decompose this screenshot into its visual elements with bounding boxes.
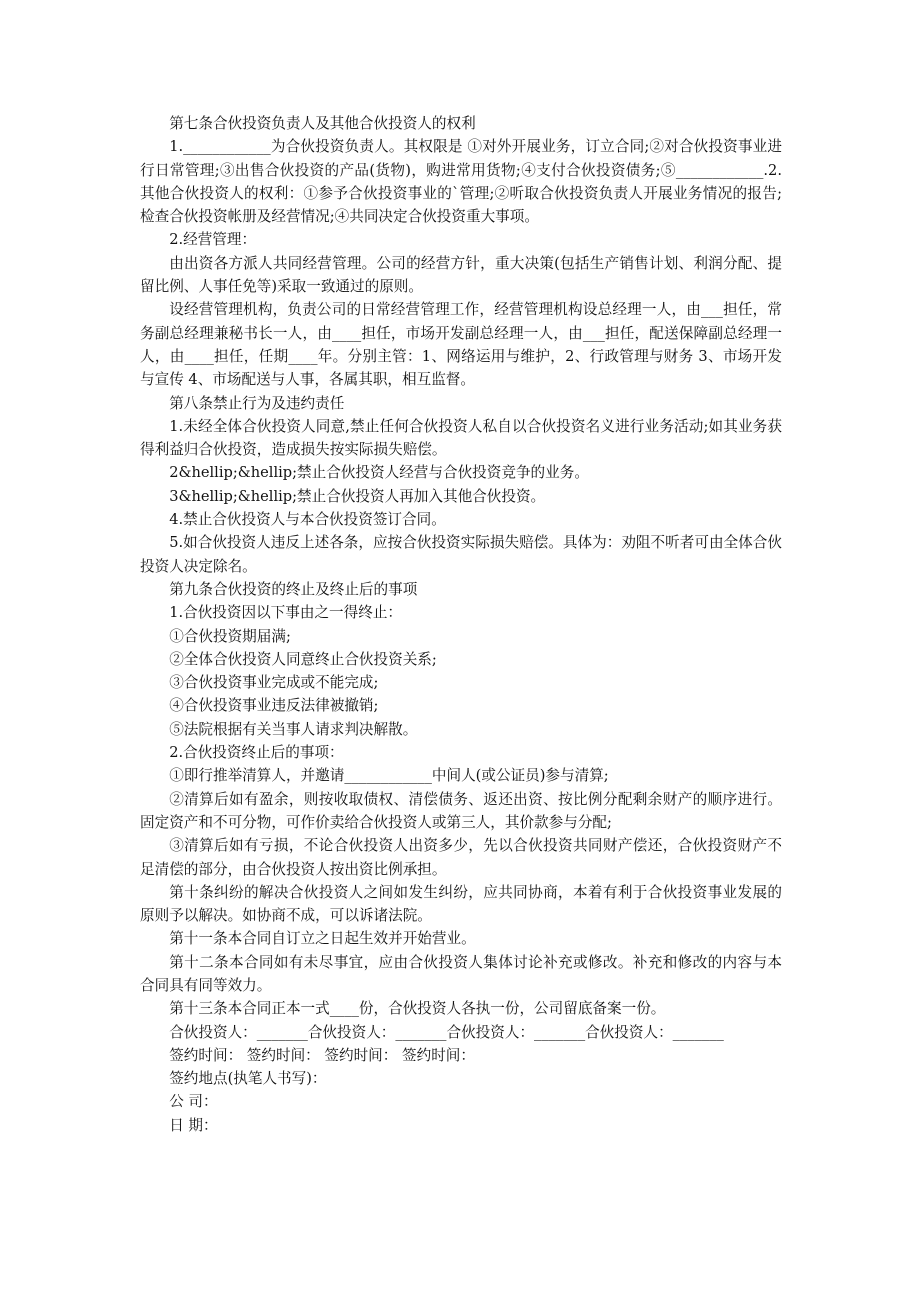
termination-item-1: ①合伙投资期届满; — [169, 627, 291, 645]
management-heading: 2.经营管理： — [169, 231, 257, 249]
termination-item-2: ②全体合伙投资人同意终止合伙投资关系; — [169, 650, 437, 668]
post-termination-item-1: ①即行推举清算人，并邀请____________中间人(或公证员)参与清算; — [169, 767, 609, 785]
management-paragraph-1: 由出资各方派人共同经营管理。公司的经营方针，重大决策(包括生产销售计划、利润分配、提留比例、人事任免等)采取一致通过的原则。 — [140, 254, 782, 296]
signing-dates-line: 签约时间： 签约时间： 签约时间： 签约时间： — [169, 1046, 475, 1064]
article-8-clause-3: 3&hellip;&hellip;禁止合伙投资人再加入其他合伙投资。 — [169, 487, 546, 505]
termination-item-5: ⑤法院根据有关当事人请求判决解散。 — [169, 720, 418, 738]
article-12: 第十二条本合同如有未尽事宜，应由合伙投资人集体讨论补充或修改。补充和修改的内容与本合同具有同等效力。 — [140, 953, 782, 994]
article-13: 第十三条本合同正本一式____份，合伙投资人各执一份，公司留底备案一份。 — [169, 1000, 666, 1018]
article-10: 第十条纠纷的解决合伙投资人之间如发生纠纷，应共同协商，本着有利于合伙投资事业发展的原则予以解决。如协商不成，可以诉诸法院。 — [140, 883, 782, 925]
article-9-heading: 第九条合伙投资的终止及终止后的事项 — [169, 580, 418, 598]
management-paragraph-2: 设经营管理机构，负责公司的日常经营管理工作，经营管理机构设总经理一人，由___担任，常务副总经理兼秘书长一人，由____担任，市场开发副总经理一人，由___担任，配送保障副总经理一人，由____担任，任期____年。分别主管：1、网络运用与维护，2、行政管理与财务 3、市场开发与宣传 4、市场配送与人事，各属其职，相互监督。 — [140, 301, 782, 389]
post-termination-item-2: ②清算后如有盈余，则按收取债权、清偿债务、返还出资、按比例分配剩余财产的顺序进行。固定资产和不可分物，可作价卖给合伙投资人或第三人，其价款参与分配; — [140, 790, 782, 831]
termination-item-3: ③合伙投资事业完成或不能完成; — [169, 674, 379, 692]
article-7-clause-1: 1.____________为合伙投资负责人。其权限是 ①对外开展业务，订立合同;②对合伙投资事业进行日常管理;③出售合伙投资的产品(货物)，购进常用货物;④支付合伙投资债务;⑤____________.2.其他合伙投资人的权利：①参予合伙投资事业的`管理;②听取合伙投资负责人开展业务情况的报告;检查合伙投资帐册及经营情况;④共同决定合伙投资重大事项。 — [140, 138, 782, 226]
company-line: 公 司： — [169, 1093, 218, 1111]
article-8-clause-2: 2&hellip;&hellip;禁止合伙投资人经营与合伙投资竞争的业务。 — [169, 464, 589, 482]
article-8-heading: 第八条禁止行为及违约责任 — [169, 394, 345, 412]
termination-item-4: ④合伙投资事业违反法律被撤销; — [169, 697, 379, 715]
article-8-clause-5: 5.如合伙投资人违反上述各条，应按合伙投资实际损失赔偿。具体为：劝阻不听者可由全体合伙投资人决定除名。 — [140, 534, 782, 575]
article-7-heading: 第七条合伙投资负责人及其他合伙投资人的权利 — [169, 115, 476, 132]
partners-signature-line: 合伙投资人：_______合伙投资人：_______合伙投资人：_______合伙投资人：_______ — [169, 1023, 724, 1041]
date-line: 日 期： — [169, 1116, 218, 1134]
signing-place-line: 签约地点(执笔人书写)： — [169, 1070, 327, 1088]
post-termination-item-3: ③清算后如有亏损，不论合伙投资人出资多少，先以合伙投资共同财产偿还，合伙投资财产不足清偿的部分，由合伙投资人按出资比例承担。 — [140, 837, 782, 878]
article-8-clause-4: 4.禁止合伙投资人与本合伙投资签订合同。 — [169, 511, 446, 529]
article-11: 第十一条本合同自订立之日起生效并开始营业。 — [169, 930, 476, 948]
article-9-clause-2: 2.合伙投资终止后的事项： — [169, 744, 344, 762]
article-8-clause-1: 1.未经全体合伙投资人同意,禁止任何合伙投资人私自以合伙投资名义进行业务活动;如其业务获得利益归合伙投资，造成损失按实际损失赔偿。 — [140, 417, 782, 459]
article-9-clause-1: 1.合伙投资因以下事由之一得终止： — [169, 604, 403, 622]
document-body — [140, 112, 782, 1137]
